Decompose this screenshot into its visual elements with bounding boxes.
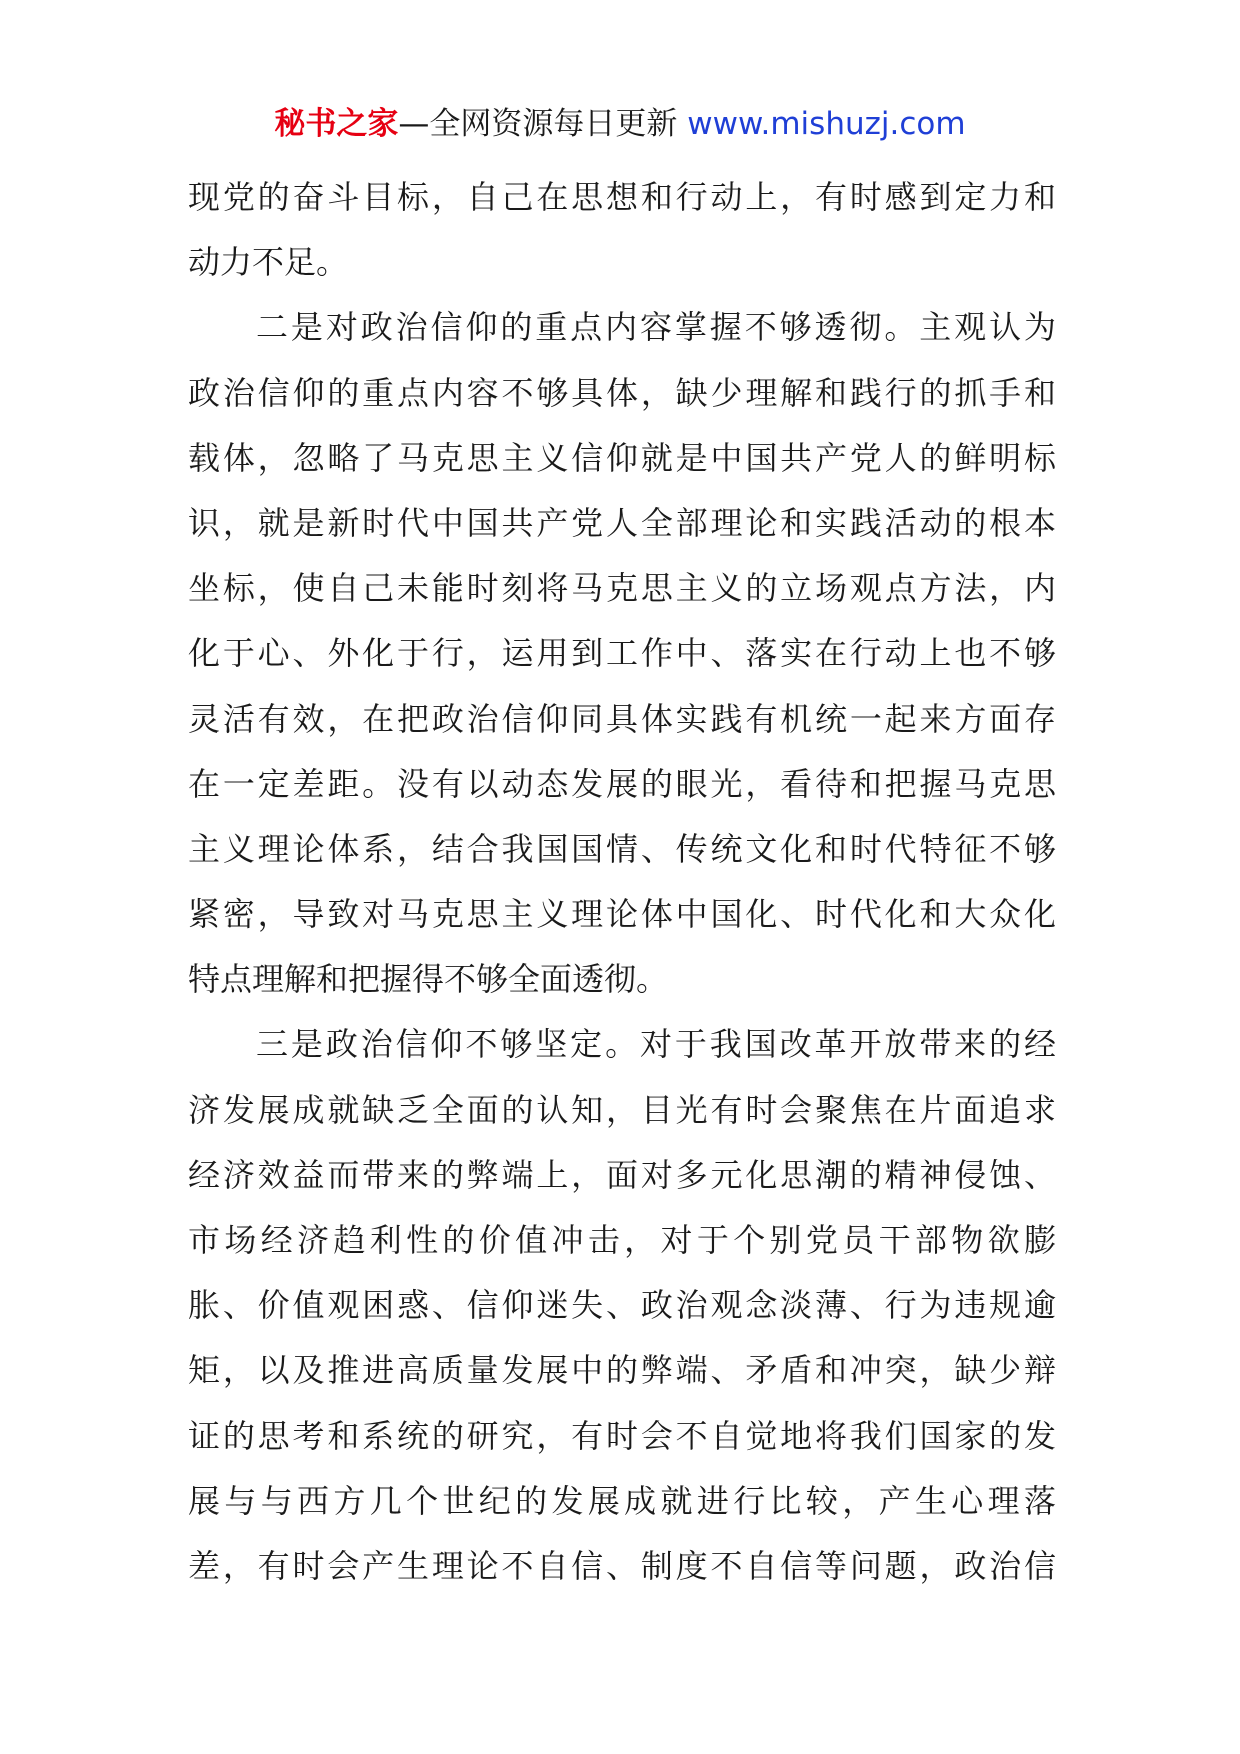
text-line: 政治信仰的重点内容不够具体，缺少理解和践行的抓手和 (188, 373, 1056, 412)
text-line: 灵活有效，在把政治信仰同具体实践有机统一起来方面存 (188, 699, 1056, 738)
text-line: 坐标，使自己未能时刻将马克思主义的立场观点方法，内 (188, 569, 1056, 608)
site-url-link[interactable]: www.mishuzj.com (687, 106, 966, 142)
text-line: 在一定差距。没有以动态发展的眼光，看待和把握马克思 (188, 764, 1056, 803)
paragraph-first-line: 三是政治信仰不够坚定。对于我国改革开放带来的经 (256, 1025, 1056, 1064)
text-line: 差，有时会产生理论不自信、制度不自信等问题，政治信 (188, 1546, 1056, 1585)
brand-name: 秘书之家 (274, 106, 399, 142)
header-tagline: —全网资源每日更新 (398, 106, 678, 142)
text-line: 紧密，导致对马克思主义理论体中国化、时代化和大众化 (188, 895, 1056, 934)
text-line: 动力不足。 (188, 243, 349, 282)
text-line: 胀、价值观困惑、信仰迷失、政治观念淡薄、行为违规逾 (188, 1286, 1056, 1325)
text-line: 识，就是新时代中国共产党人全部理论和实践活动的根本 (188, 503, 1056, 542)
text-line: 证的思考和系统的研究，有时会不自觉地将我们国家的发 (188, 1416, 1056, 1455)
text-line: 市场经济趋利性的价值冲击，对于个别党员干部物欲膨 (188, 1221, 1056, 1259)
page-header (0, 102, 1240, 146)
text-line: 经济效益而带来的弊端上，面对多元化思潮的精神侵蚀、 (188, 1155, 1056, 1194)
text-line: 化于心、外化于行，运用到工作中、落实在行动上也不够 (188, 634, 1056, 673)
paragraph-first-line: 二是对政治信仰的重点内容掌握不够透彻。主观认为 (256, 308, 1056, 347)
text-line: 济发展成就缺乏全面的认知，目光有时会聚焦在片面追求 (188, 1090, 1056, 1129)
text-line: 主义理论体系，结合我国国情、传统文化和时代特征不够 (188, 829, 1056, 868)
text-line: 现党的奋斗目标，自己在思想和行动上，有时感到定力和 (188, 178, 1056, 216)
text-line: 展与与西方几个世纪的发展成就进行比较，产生心理落 (188, 1481, 1056, 1520)
text-line: 特点理解和把握得不够全面透彻。 (188, 960, 669, 999)
document-body (188, 165, 1056, 1599)
text-line: 矩，以及推进高质量发展中的弊端、矛盾和冲突，缺少辩 (188, 1351, 1056, 1390)
text-line: 载体，忽略了马克思主义信仰就是中国共产党人的鲜明标 (188, 438, 1056, 477)
